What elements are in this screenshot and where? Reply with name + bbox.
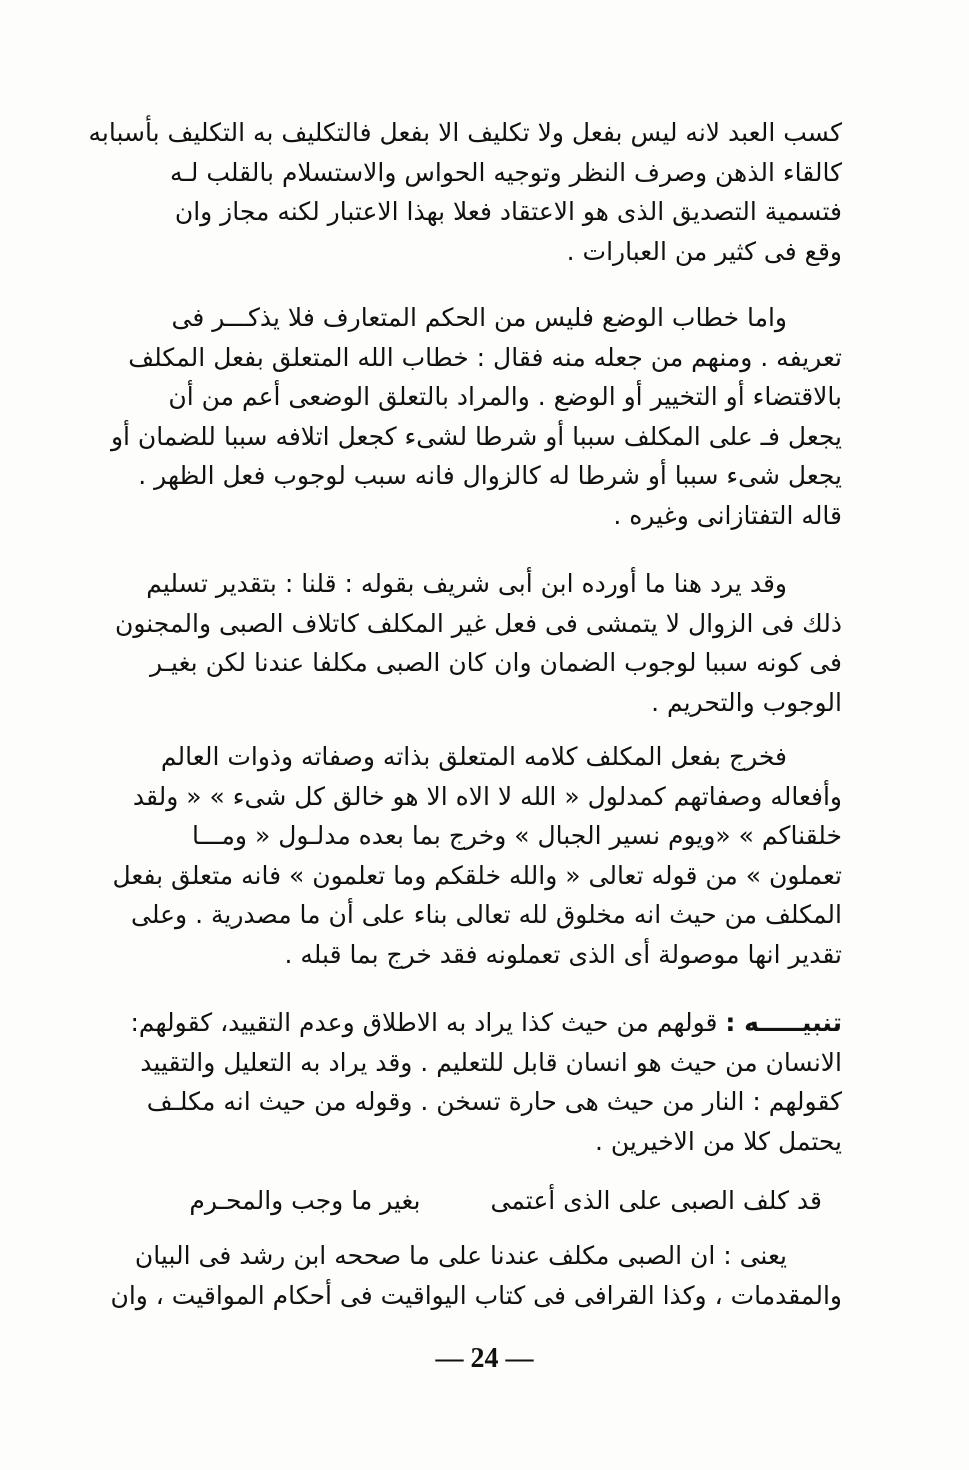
text-line: تعريفه . ومنهم من جعله منه فقال : خطاب الله المتعلق بفعل المكلف [128, 342, 842, 372]
text-line: والمقدمات ، وكذا القرافى فى كتاب اليواقيت فى أحكام المواقيت ، وان [110, 1280, 842, 1310]
text-line: الانسان من حيث هو انسان قابل للتعليم . وقد يراد به التعليل والتقييد [140, 1047, 842, 1077]
text-line: تقدير انها موصولة أى الذى تعملونه فقد خرج بما قبله . [284, 939, 842, 969]
text-line: يجعل فـ على المكلف سببا أو شرطا لشىء كجعل اتلافه سببا للضمان أو [110, 421, 842, 451]
text-line: وقد يرد هنا ما أورده ابن أبى شريف بقوله : قلنا : بتقدير تسليم [146, 569, 787, 598]
text-line [100, 1003, 842, 1043]
text-line: يحتمل كلا من الاخيرين . [595, 1126, 842, 1156]
paragraph-2 [100, 298, 842, 535]
text-line: تعملون » من قوله تعالى « والله خلقكم وما تعلمون » فانه متعلق بفعل [112, 860, 842, 890]
text-line: كسب العبد لانه ليس بفعل ولا تكليف الا بفعل فالتكليف به التكليف بأسبابه [88, 118, 842, 147]
text-line: وقع فى كثير من العبارات . [566, 236, 842, 266]
paragraph-5 [100, 1236, 842, 1315]
text-line: يجعل شىء سببا أو شرطا له كالزوال فانه سبب لوجوب فعل الظهر . [138, 461, 842, 490]
verse-first-hemistich: قد كلف الصبى على الذى أعتمى [490, 1186, 822, 1215]
text-line: وأفعاله وصفاتهم كمدلول « الله لا الاه الا هو خالق كل شىء » « ولقد [132, 781, 842, 811]
text-line: كالقاء الذهن وصرف النظر وتوجيه الحواس والاستسلام بالقلب لـه [170, 157, 842, 187]
note-paragraph [100, 1003, 842, 1161]
verse-line [100, 1181, 842, 1221]
text-line: واما خطاب الوضع فليس من الحكم المتعارف فلا يذكـــر فى [171, 303, 787, 332]
text-line: يعنى : ان الصبى مكلف عندنا على ما صححه ابن رشد فى البيان [134, 1241, 787, 1270]
text-line: فخرج بفعل المكلف كلامه المتعلق بذاته وصفاته وذوات العالم [160, 742, 787, 771]
paragraph-3 [100, 564, 842, 722]
paragraph-4 [100, 737, 842, 974]
note-label: تنبيـــــه : [725, 1008, 842, 1037]
text-line: المكلف من حيث انه مخلوق لله تعالى بناء على أن ما مصدرية . وعلى [131, 900, 842, 929]
text-line: الوجوب والتحريم . [651, 687, 842, 717]
text-line: كقولهم : النار من حيث هى حارة تسخن . وقوله من حيث انه مكلـف [146, 1087, 842, 1116]
page-number: — 24 — [435, 1343, 534, 1374]
text-line: ذلك فى الزوال لا يتمشى فى فعل غير المكلف كاتلاف الصبى والمجنون [114, 608, 842, 638]
paragraph-1 [88, 113, 842, 271]
text-line: بالاقتضاء أو التخيير أو الوضع . والمراد بالتعلق الوضعى أعم من أن [168, 382, 842, 411]
text-line: قاله التفتازانى وغيره . [613, 500, 842, 530]
verse-second-hemistich: بغير ما وجب والمحـرم [189, 1186, 421, 1215]
text-line: فتسمية التصديق الذى هو الاعتقاد فعلا بهذا الاعتبار لكنه مجاز وان [174, 197, 842, 226]
note-text: قولهم من حيث كذا يراد به الاطلاق وعدم التقييد، كقولهم: [130, 1008, 718, 1037]
text-line: خلقناكم » «ويوم نسير الجبال » وخرج بما بعده مدلـول « ومـــا [191, 821, 842, 850]
text-line: فى كونه سببا لوجوب الضمان وان كان الصبى مكلفا عندنا لكن بغيـر [149, 648, 842, 677]
